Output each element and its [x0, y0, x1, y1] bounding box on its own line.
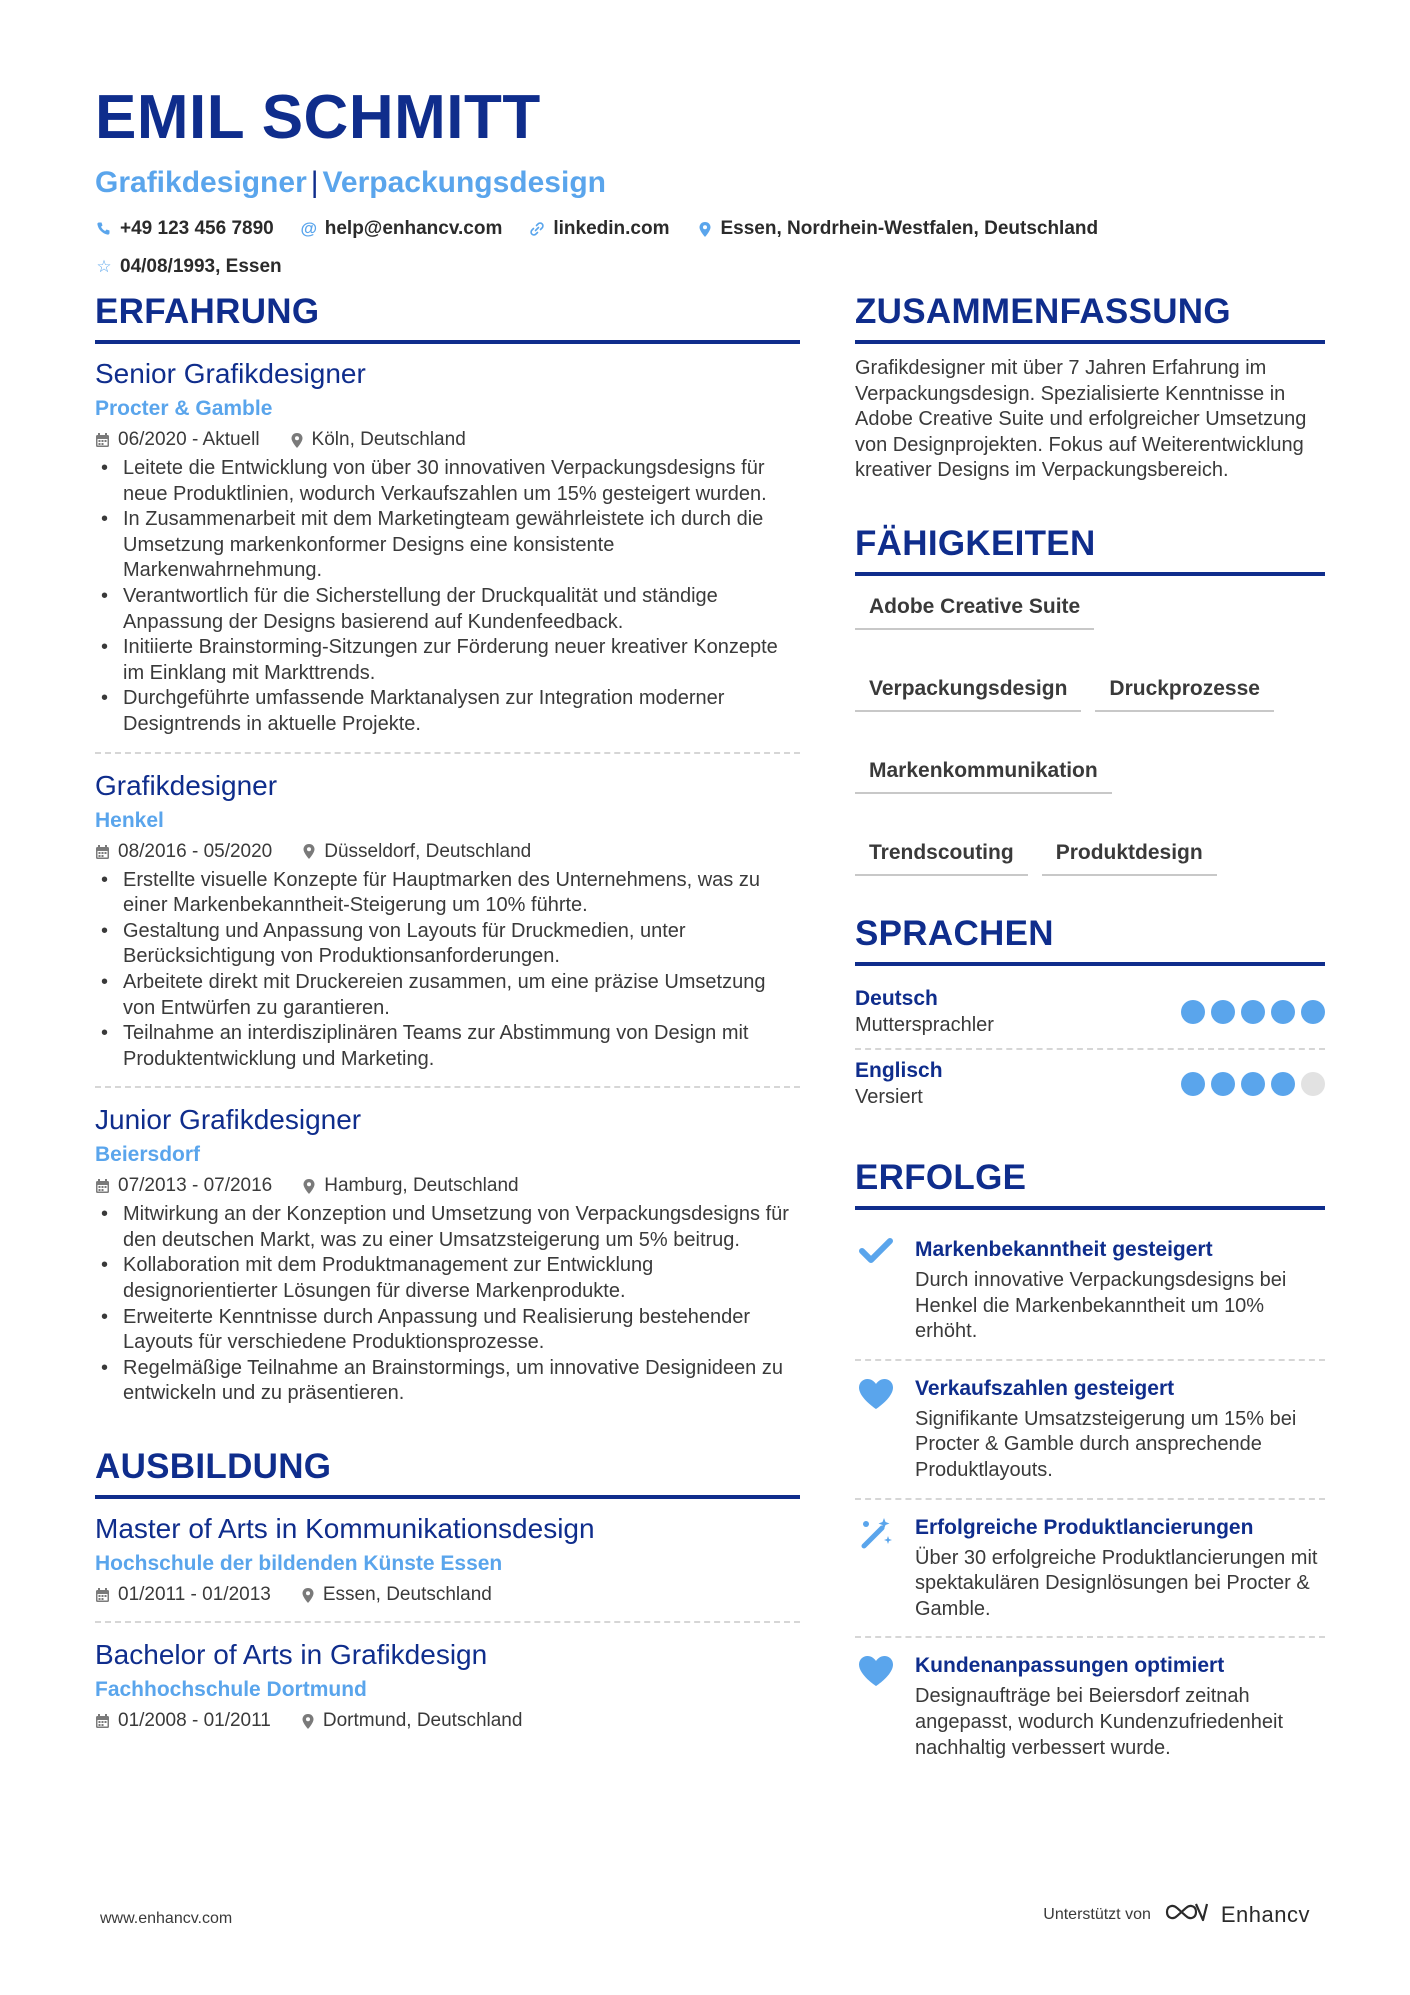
skill-tag: Trendscouting — [855, 834, 1028, 876]
company-name: Beiersdorf — [95, 1143, 201, 1167]
education-list — [95, 1511, 800, 1747]
skills-list — [855, 588, 1315, 876]
job-dates-text: 07/2013 - 07/2016 — [118, 1175, 273, 1197]
bullet-item: • In Zusammenarbeit mit dem Marketingteam gewährleistete ich durch die Umsetzung markenkonformer Designs eine konsistente Markenwahrnehmung. — [95, 507, 800, 584]
location-pin-icon — [696, 221, 714, 238]
achievement-description: Signifikante Umsatzsteigerung um 15% bei Procter & Gamble durch ansprechende Produktlayouts. — [915, 1407, 1297, 1481]
education-meta — [95, 1581, 800, 1609]
summary-heading: ZUSAMMENFASSUNG — [855, 290, 1325, 344]
rating-dot-filled — [1211, 1000, 1235, 1024]
education-dates-text: 01/2008 - 01/2011 — [118, 1710, 271, 1732]
calendar-icon — [95, 844, 110, 860]
phone-number: +49 123 456 7890 — [120, 218, 274, 239]
enhancv-logo-icon — [1163, 1900, 1209, 1929]
achievement-description: Über 30 erfolgreiche Produktlancierungen mit spektakulären Designlösungen bei Procter & Gamble. — [915, 1546, 1318, 1620]
language-item — [855, 978, 1325, 1048]
education-meta — [95, 1707, 800, 1735]
job-title-secondary: Verpackungsdesign — [322, 166, 606, 199]
job-bullets — [95, 868, 800, 1073]
rating-dot-filled — [1211, 1072, 1235, 1096]
location-pin-icon — [301, 1587, 315, 1604]
skill-tag: Produktdesign — [1042, 834, 1217, 876]
calendar-icon — [95, 1713, 110, 1729]
skills-heading: FÄHIGKEITEN — [855, 522, 1325, 576]
bullet-item: • Leitete die Entwicklung von über 30 innovativen Verpackungsdesigns für neue Produktlinien, wodurch Verkaufszahlen um 15% gesteigert wurden. — [95, 456, 800, 507]
bullet-item: • Erweiterte Kenntnisse durch Anpassung und Realisierung bestehender Layouts für verschiedene Produktionsprozesse. — [95, 1305, 800, 1356]
language-level: Versiert — [855, 1085, 923, 1108]
job-meta — [95, 1172, 800, 1200]
birth-info: 04/08/1993, Essen — [120, 256, 282, 277]
language-level: Muttersprachler — [855, 1013, 994, 1036]
rating-dot-filled — [1271, 1000, 1295, 1024]
magic-wand-icon — [855, 1514, 897, 1623]
experience-entry — [95, 356, 800, 752]
job-location — [302, 1172, 518, 1200]
contact-linkedin[interactable] — [528, 216, 669, 242]
experience-list — [95, 356, 800, 1421]
calendar-icon — [95, 1178, 110, 1194]
check-icon — [855, 1236, 897, 1345]
footer-branding — [1043, 1900, 1310, 1929]
contact-location — [696, 216, 1099, 242]
star-icon: ☆ — [96, 257, 112, 276]
language-info — [855, 1058, 943, 1110]
language-item — [855, 1048, 1325, 1120]
rating-dot-filled — [1271, 1072, 1295, 1096]
job-dates-text: 08/2016 - 05/2020 — [118, 840, 273, 862]
job-bullets — [95, 1202, 800, 1407]
achievement-title: Verkaufszahlen gesteigert — [915, 1376, 1175, 1400]
education-heading: AUSBILDUNG — [95, 1445, 800, 1499]
skill-tag: Adobe Creative Suite — [855, 588, 1094, 630]
language-name: Englisch — [855, 1058, 943, 1082]
language-info — [855, 986, 994, 1038]
contact-phone[interactable] — [95, 216, 274, 242]
bullet-item: • Arbeitete direkt mit Druckereien zusammen, um eine präzise Umsetzung von Entwürfen zu garantieren. — [95, 970, 800, 1021]
skill-tag: Markenkommunikation — [855, 752, 1112, 794]
education-location — [301, 1581, 492, 1609]
bullet-item: • Durchgeführte umfassende Marktanalysen zur Integration moderner Designtrends in aktuelle Projekte. — [95, 686, 800, 737]
bullet-item: • Kollaboration mit dem Produktmanagement zur Entwicklung designorientierter Lösungen für diverse Markenprodukte. — [95, 1253, 800, 1304]
job-role: Senior Grafikdesigner — [95, 358, 366, 389]
languages-list — [855, 978, 1325, 1120]
rating-dot-filled — [1181, 1000, 1205, 1024]
phone-icon — [95, 221, 113, 237]
bullet-item: • Erstellte visuelle Konzepte für Hauptmarken des Unternehmens, was zu einer Markenbekanntheit-Steigerung um 10% führte. — [95, 868, 800, 919]
bullet-item: • Regelmäßige Teilnahme an Brainstormings, um innovative Designideen zu entwickeln und zu präsentieren. — [95, 1356, 800, 1407]
bullet-item: • Gestaltung und Anpassung von Layouts für Druckmedien, unter Berücksichtigung von Produktionsanforderungen. — [95, 919, 800, 970]
experience-entry — [95, 752, 800, 1087]
calendar-icon — [95, 1587, 110, 1603]
location-text: Essen, Nordrhein-Westfalen, Deutschland — [720, 218, 1099, 239]
job-location-text: Düsseldorf, Deutschland — [324, 840, 532, 862]
location-pin-icon — [302, 843, 316, 860]
footer-website[interactable]: www.enhancv.com — [100, 1910, 233, 1927]
education-dates-text: 01/2011 - 01/2013 — [118, 1584, 271, 1606]
job-bullets — [95, 456, 800, 738]
rating-dot-empty — [1301, 1072, 1325, 1096]
left-column — [95, 290, 800, 1747]
school-name: Fachhochschule Dortmund — [95, 1678, 367, 1702]
brand-name: Enhancv — [1220, 1901, 1310, 1927]
achievement-title: Markenbekanntheit gesteigert — [915, 1237, 1213, 1261]
company-name: Henkel — [95, 808, 164, 832]
bullet-item: • Teilnahme an interdisziplinären Teams zur Abstimmung von Design mit Produktentwicklung und Marketing. — [95, 1021, 800, 1072]
resume-header — [95, 82, 1325, 280]
education-entry — [95, 1621, 800, 1747]
contact-birth — [95, 254, 282, 280]
location-pin-icon — [302, 1178, 316, 1195]
job-location-text: Hamburg, Deutschland — [324, 1175, 519, 1197]
achievement-item — [855, 1222, 1325, 1359]
education-dates — [95, 1707, 271, 1735]
job-title — [95, 164, 1325, 202]
job-location-text: Köln, Deutschland — [311, 429, 466, 450]
linkedin-url: linkedin.com — [553, 218, 670, 239]
email-address: help@enhancv.com — [324, 218, 503, 239]
language-name: Deutsch — [855, 986, 938, 1010]
achievement-item — [855, 1359, 1325, 1498]
job-dates — [95, 838, 272, 866]
achievement-title: Kundenanpassungen optimiert — [915, 1654, 1225, 1678]
rating-dot-filled — [1241, 1072, 1265, 1096]
job-dates — [95, 1172, 272, 1200]
education-dates — [95, 1581, 271, 1609]
contact-email[interactable] — [300, 216, 503, 242]
candidate-name: EMIL SCHMITT — [95, 83, 541, 152]
achievement-title: Erfolgreiche Produktlancierungen — [915, 1515, 1254, 1539]
job-dates-text: 06/2020 - Aktuell — [118, 429, 260, 450]
bullet-item: • Initiierte Brainstorming-Sitzungen zur Förderung neuer kreativer Konzepte im Einklang mit Markttrends. — [95, 635, 800, 686]
heart-icon — [855, 1375, 897, 1484]
experience-entry — [95, 1086, 800, 1421]
skill-tag: Verpackungsdesign — [855, 670, 1081, 712]
powered-by-text: Unterstützt von — [1043, 1905, 1151, 1923]
at-icon: @ — [300, 219, 318, 238]
bullet-item: • Mitwirkung an der Konzeption und Umsetzung von Verpackungsdesigns für den deutschen Markt, was zu einer Umsatzsteigerung um 5% beitrug. — [95, 1202, 800, 1253]
rating-dot-filled — [1181, 1072, 1205, 1096]
degree-title: Master of Arts in Kommunikationsdesign — [95, 1513, 595, 1545]
calendar-icon — [95, 432, 110, 448]
skill-tag: Druckprozesse — [1095, 670, 1274, 712]
languages-heading: SPRACHEN — [855, 912, 1325, 966]
job-role: Junior Grafikdesigner — [95, 1104, 362, 1136]
experience-heading: ERFAHRUNG — [95, 290, 800, 344]
title-separator: | — [310, 166, 319, 199]
link-icon — [528, 221, 546, 237]
education-location — [301, 1707, 523, 1735]
location-pin-icon — [290, 432, 304, 449]
achievements-list — [855, 1222, 1325, 1775]
education-location-text: Essen, Deutschland — [322, 1584, 492, 1606]
achievement-item — [855, 1498, 1325, 1637]
achievement-description: Designaufträge bei Beiersdorf zeitnah angepasst, wodurch Kundenzufriedenheit nachhaltig verbessert wurde. — [915, 1685, 1284, 1759]
education-entry — [95, 1511, 800, 1621]
degree-title: Bachelor of Arts in Grafikdesign — [95, 1639, 488, 1671]
job-title-primary: Grafikdesigner — [95, 166, 307, 199]
rating-dot-filled — [1241, 1000, 1265, 1024]
job-role: Grafikdesigner — [95, 769, 278, 801]
job-location — [302, 838, 531, 866]
company-name: Procter & Gamble — [95, 397, 273, 420]
location-pin-icon — [301, 1713, 315, 1730]
school-name: Hochschule der bildenden Künste Essen — [95, 1552, 503, 1576]
bullet-item: • Verantwortlich für die Sicherstellung der Druckqualität und ständige Anpassung der Designs basierend auf Kundenfeedback. — [95, 584, 800, 635]
summary-text: Grafikdesigner mit über 7 Jahren Erfahrung im Verpackungsdesign. Spezialisierte Kenntnisse in Adobe Creative Suite und erfolgreicher Umsetzung von Designprojekten. Fokus auf Weiterentwicklung kreativer Designs im Verpackungsbereich. — [855, 357, 1307, 482]
right-column — [855, 290, 1325, 1775]
contact-info — [95, 216, 1295, 280]
achievement-item — [855, 1636, 1325, 1775]
rating-dot-filled — [1301, 1000, 1325, 1024]
achievement-description: Durch innovative Verpackungsdesigns bei Henkel die Markenbekanntheit um 10% erhöht. — [915, 1268, 1287, 1343]
job-location — [290, 426, 466, 454]
achievements-heading: ERFOLGE — [855, 1156, 1325, 1210]
language-rating — [1181, 1072, 1325, 1096]
education-location-text: Dortmund, Deutschland — [322, 1710, 523, 1732]
job-meta — [95, 426, 800, 454]
job-dates — [95, 426, 260, 454]
job-meta — [95, 838, 800, 866]
language-rating — [1181, 1000, 1325, 1024]
heart-icon — [855, 1652, 897, 1761]
